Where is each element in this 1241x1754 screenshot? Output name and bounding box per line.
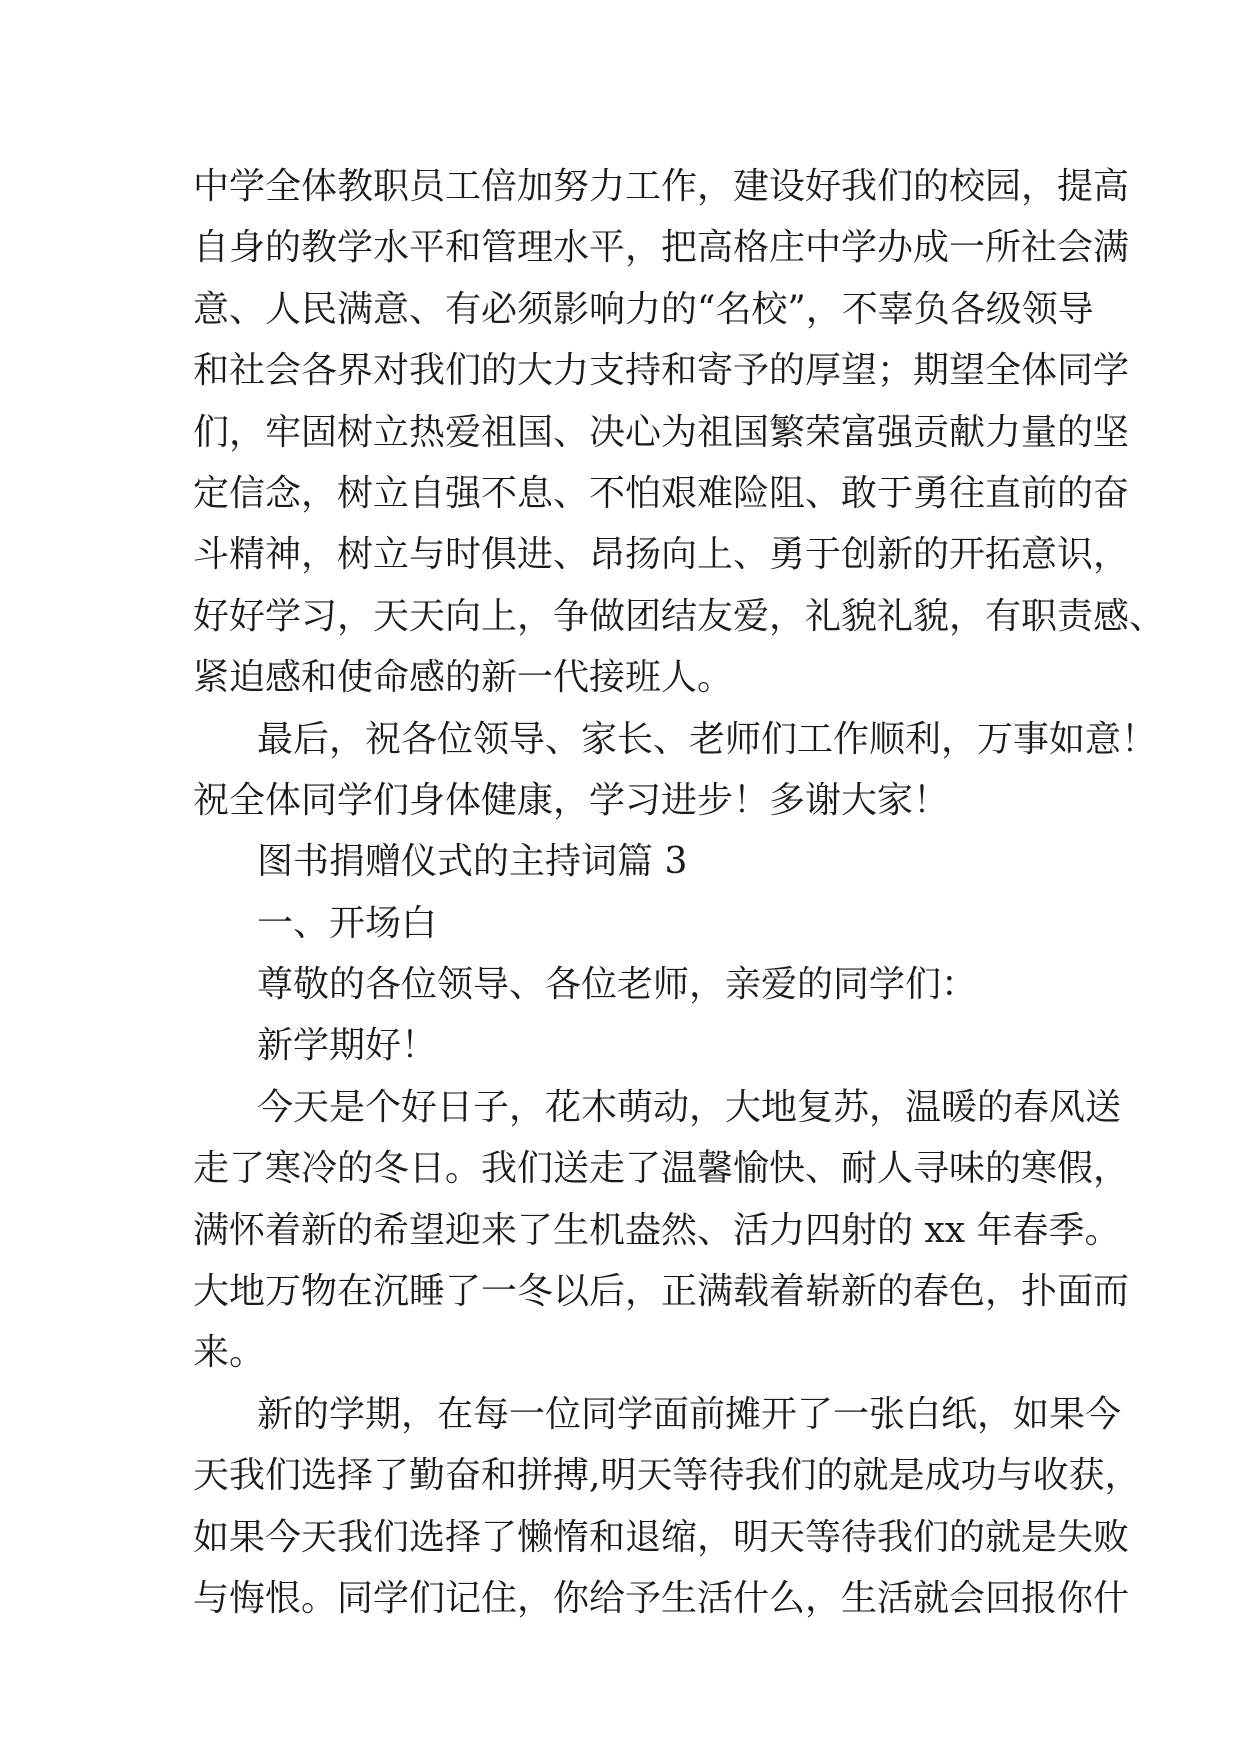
greeting: 新学期好！	[257, 1025, 438, 1067]
text-line: 今天是个好日子，花木萌动，大地复苏，温暖的春风送	[257, 1086, 1122, 1128]
text-line: 中学全体教职员工倍加努力工作，建设好我们的校园，提高	[193, 166, 1130, 207]
text-line: 斗精神，树立与时俱进、昂扬向上、勇于创新的开拓意识，	[193, 534, 1130, 576]
text-line: 走了寒冷的冬日。我们送走了温馨愉快、耐人寻味的寒假，	[193, 1148, 1130, 1190]
document-body	[193, 156, 1166, 1629]
text-line: 定信念，树立自强不息、不怕艰难险阻、敢于勇往直前的奋	[193, 472, 1130, 514]
text-line: 紧迫感和使命感的新一代接班人。	[193, 657, 734, 699]
text-line: 来。	[193, 1332, 266, 1374]
text-line: 和社会各界对我们的大力支持和寄予的厚望；期望全体同学	[193, 350, 1130, 392]
text-line: 们，牢固树立热爱祖国、决心为祖国繁荣富强贡献力量的坚	[193, 411, 1130, 453]
subsection-heading: 一、开场白	[257, 902, 438, 944]
section-heading: 图书捐赠仪式的主持词篇 3	[257, 841, 688, 883]
salutation: 尊敬的各位领导、各位老师，亲爱的同学们：	[257, 964, 978, 1006]
text-line: 好好学习，天天向上，争做团结友爱，礼貌礼貌，有职责感、	[193, 595, 1166, 637]
text-line: 如果今天我们选择了懒惰和退缩，明天等待我们的就是失败	[193, 1516, 1130, 1558]
text-line: 意、人民满意、有必须影响力的“名校”，不辜负各级领导	[193, 288, 1094, 330]
text-line: 与悔恨。同学们记住，你给予生活什么，生活就会回报你什	[193, 1577, 1130, 1619]
text-line: 天我们选择了勤奋和拼搏,明天等待我们的就是成功与收获，	[193, 1455, 1141, 1497]
text-line: 最后，祝各位领导、家长、老师们工作顺利，万事如意！	[257, 718, 1158, 760]
text-line: 自身的教学水平和管理水平，把高格庄中学办成一所社会满	[193, 227, 1130, 269]
text-line: 大地万物在沉睡了一冬以后，正满载着崭新的春色，扑面而	[193, 1271, 1130, 1313]
text-line: 祝全体同学们身体健康，学习进步！多谢大家！	[193, 779, 950, 821]
text-line: 满怀着新的希望迎来了生机盎然、活力四射的 xx 年春季。	[193, 1209, 1121, 1251]
text-line: 新的学期，在每一位同学面前摊开了一张白纸，如果今	[257, 1393, 1122, 1435]
